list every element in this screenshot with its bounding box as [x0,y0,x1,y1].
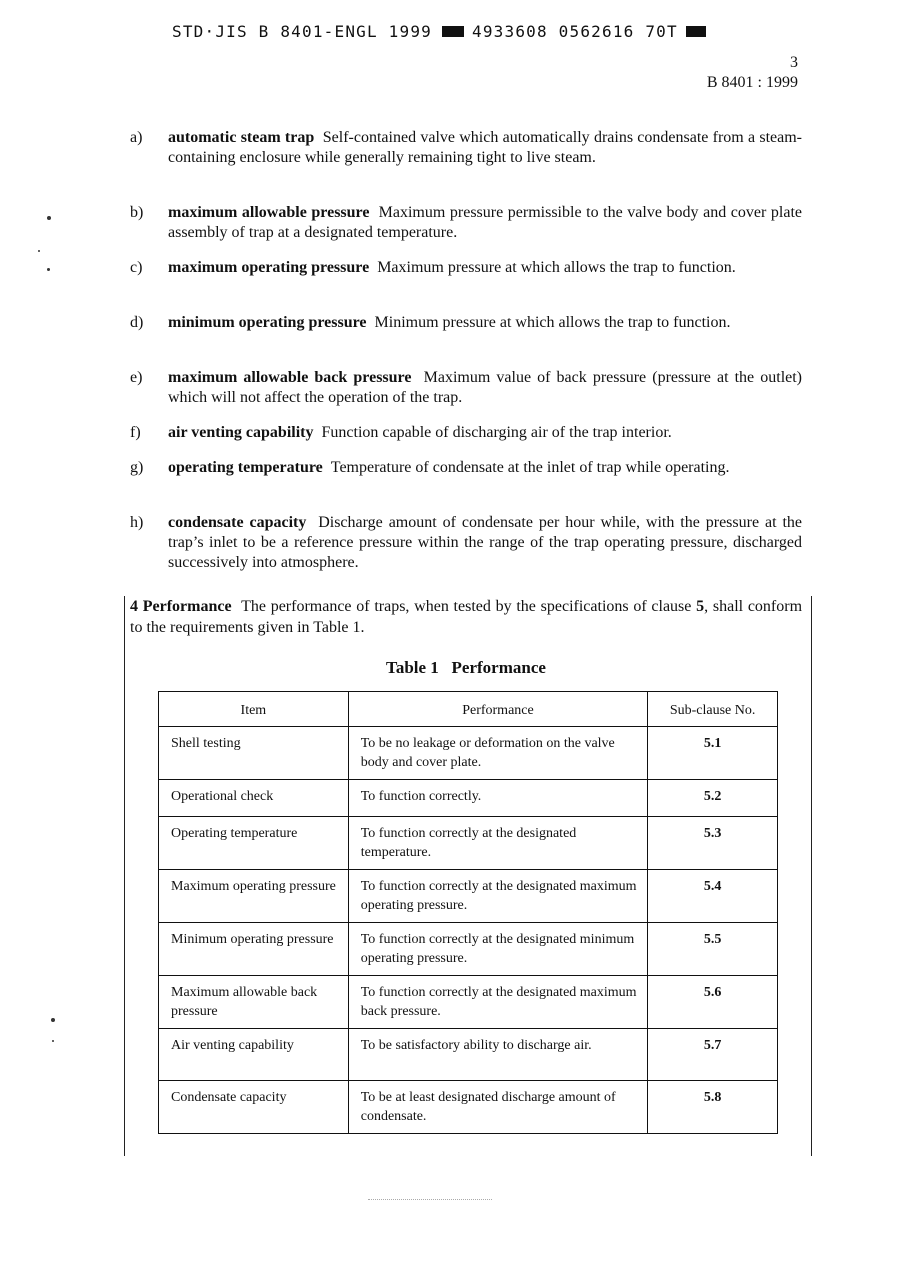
table-header-row [159,692,778,727]
cell-subclause: 5.2 [648,780,778,817]
definition-text: Maximum pressure at which allows the trap to function. [377,259,736,276]
clause-4-paragraph [130,596,802,638]
cell-subclause: 5.5 [648,923,778,976]
definition-item [130,128,802,168]
table-row [159,923,778,976]
cell-item: Minimum operating pressure [159,923,349,976]
column-header-item: Item [159,692,349,727]
cell-item: Shell testing [159,727,349,780]
clause-text: The performance of traps, when tested by the specifications of clause [241,598,692,615]
clause-heading: Performance [142,598,232,615]
definition-text: Minimum pressure at which allows the trap to function. [374,314,731,331]
definition-label: f) [130,424,141,441]
cell-subclause: 5.3 [648,817,778,870]
definition-text: Self-contained valve which automatically drains condensate from a steam-containing enclosure while generally remaining tight to live steam. [168,129,802,166]
definition-label: g) [130,459,144,476]
cell-subclause: 5.6 [648,976,778,1029]
definition-text: Maximum pressure permissible to the valve body and cover plate assembly of trap at a designated temperature. [168,204,803,241]
scan-mark-icon [47,216,51,220]
definition-text: Maximum value of back pressure (pressure at the outlet) which will not affect the operation of the trap. [168,369,803,406]
cell-subclause: 5.1 [648,727,778,780]
cell-performance: To function correctly at the designated minimum operating pressure. [348,923,647,976]
scan-artifact-line [368,1199,492,1200]
definition-term: air venting capability [168,424,314,441]
scan-mark-icon [52,1040,54,1042]
document-header [172,22,706,41]
cell-item: Air venting capability [159,1029,349,1081]
clause-text-end: , shall conform to the requirements given in Table 1. [130,598,803,636]
definition-label: e) [130,369,143,386]
definition-item [130,458,802,478]
definition-text: Discharge amount of condensate per hour while, with the pressure at the trap’s inlet to be a reference pressure within the range of the trap operating pressure, discharged successively into atmosphere. [168,514,803,571]
table-row [159,727,778,780]
column-header-subclause: Sub-clause No. [648,692,778,727]
cell-item: Condensate capacity [159,1081,349,1134]
cell-performance: To function correctly at the designated temperature. [348,817,647,870]
clause-number: 4 [130,598,138,615]
barcode-block-icon [686,26,706,37]
definition-item [130,313,802,333]
definition-term: condensate capacity [168,514,307,531]
definition-label: c) [130,259,143,276]
cell-item: Maximum allowable back pressure [159,976,349,1029]
scan-mark-icon [51,1018,55,1022]
scan-mark-icon [38,250,40,252]
definition-term: maximum allowable back pressure [168,369,412,386]
definition-term: maximum operating pressure [168,259,370,276]
definition-item [130,203,802,243]
table-row [159,780,778,817]
scan-mark-icon [47,268,50,271]
definition-label: d) [130,314,144,331]
header-left-code: STD·JIS B 8401-ENGL 1999 [172,22,432,41]
performance-table [158,691,778,1134]
cell-performance: To function correctly at the designated maximum operating pressure. [348,870,647,923]
cell-subclause: 5.7 [648,1029,778,1081]
header-right-code: 4933608 0562616 70T [472,22,678,41]
cell-performance: To be satisfactory ability to discharge air. [348,1029,647,1081]
cell-item: Maximum operating pressure [159,870,349,923]
barcode-block-icon [442,26,464,37]
page-number: 3 [790,54,798,71]
definition-label: h) [130,514,144,531]
definition-item [130,423,802,443]
definition-term: minimum operating pressure [168,314,367,331]
table-row [159,1029,778,1081]
cell-performance: To function correctly at the designated maximum back pressure. [348,976,647,1029]
table-title: Table 1 Performance [386,658,546,677]
table-row [159,976,778,1029]
definition-label: a) [130,129,143,146]
cell-performance: To function correctly. [348,780,647,817]
table-row [159,870,778,923]
clause-reference: 5 [696,598,705,615]
standard-number: B 8401 : 1999 [706,74,798,91]
definition-text: Function capable of discharging air of the trap interior. [321,424,672,441]
definition-text: Temperature of condensate at the inlet of trap while operating. [330,459,730,476]
cell-performance: To be no leakage or deformation on the valve body and cover plate. [348,727,647,780]
definition-term: operating temperature [168,459,323,476]
definition-term: maximum allowable pressure [168,204,370,221]
cell-subclause: 5.4 [648,870,778,923]
cell-subclause: 5.8 [648,1081,778,1134]
cell-item: Operating temperature [159,817,349,870]
definition-item [130,368,802,408]
definition-item [130,513,802,573]
definition-item [130,258,802,278]
definition-term: automatic steam trap [168,129,315,146]
cell-item: Operational check [159,780,349,817]
table-row [159,1081,778,1134]
definition-label: b) [130,204,144,221]
cell-performance: To be at least designated discharge amount of condensate. [348,1081,647,1134]
column-header-performance: Performance [348,692,647,727]
table-row [159,817,778,870]
